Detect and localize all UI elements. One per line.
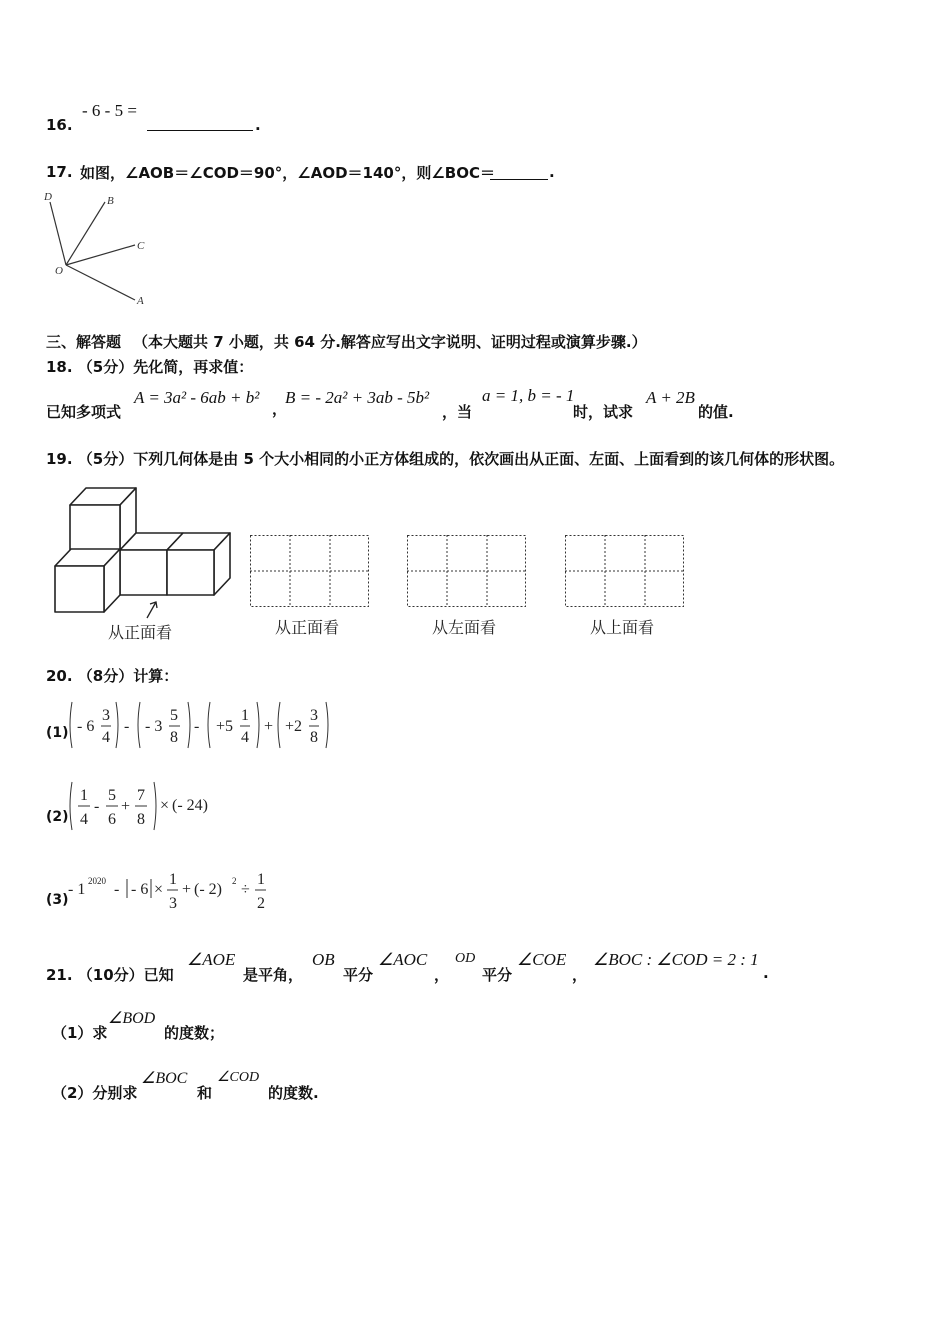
q21-header: 21. （10分）已知	[46, 966, 174, 984]
q21-angle-aoc: ∠AOC	[378, 950, 428, 969]
q21-period: .	[763, 964, 769, 982]
q20-p3-f2-num: 1	[257, 871, 265, 888]
q19-left-label: 从左面看	[432, 618, 497, 637]
q20-p2-f2-num: 5	[108, 787, 116, 804]
q21-angle-coe: ∠COE	[517, 950, 567, 969]
q21-comma-2: ，	[572, 966, 588, 984]
label-o: O	[55, 265, 63, 277]
section3-note: （本大题共 7 小题，共 64 分.解答应写出文字说明、证明过程或演算步骤.）	[133, 333, 647, 351]
label-a: A	[137, 295, 144, 307]
label-d: D	[44, 191, 52, 203]
q20-p3-f1-num: 1	[169, 871, 177, 888]
label-b: B	[107, 195, 114, 207]
q21-ratio: ∠BOC : ∠COD = 2 : 1	[593, 950, 759, 969]
q21-text-bisects-1: 平分	[343, 966, 374, 984]
q20-p1-t1-whole: - 6	[77, 718, 95, 735]
q19-cube-solid	[50, 485, 240, 620]
section3-heading: 三、解答题	[46, 333, 122, 351]
q20-p3-label: (3)	[46, 892, 69, 908]
q21-s2-tail: 的度数.	[268, 1084, 319, 1102]
q17-angle-figure	[40, 190, 160, 310]
q20-p2-expression	[68, 780, 228, 832]
q20-p2-label: (2)	[46, 809, 69, 825]
q20-p3-paren: (- 2)	[194, 881, 222, 898]
q18-comma: ，	[272, 400, 288, 418]
q20-p1-t3-whole: +5	[216, 718, 234, 735]
q20-p1-t3-num: 1	[241, 707, 249, 724]
q20-p1-op2: -	[194, 718, 200, 735]
q20-p2-factor: (- 24)	[172, 797, 208, 814]
q18-values: a = 1, b = - 1	[482, 386, 575, 405]
q18-poly-a: A = 3a² - 6ab + b²	[134, 388, 260, 407]
q18-when: ，当	[442, 403, 473, 421]
label-c: C	[137, 240, 145, 252]
q16-number: 16.	[46, 116, 73, 134]
q20-p1-t4-den: 8	[310, 729, 318, 746]
q19-front-label: 从正面看	[275, 618, 340, 637]
q20-header: 20. （8分）计算：	[46, 667, 179, 685]
q19-front-view-grid[interactable]	[250, 535, 370, 607]
q18-ask: 时，试求	[573, 403, 634, 421]
q20-p3-expression	[66, 866, 286, 918]
q20-p1-t2-den: 8	[170, 729, 178, 746]
q19-left-view-grid[interactable]	[407, 535, 527, 607]
q20-p2-f3-den: 8	[137, 811, 145, 828]
ray-oa	[66, 265, 135, 300]
q21-s1-label: （1）求	[52, 1024, 108, 1042]
q16-expression: - 6 - 5 =	[82, 101, 137, 120]
q21-s2-angle2: ∠COD	[217, 1070, 260, 1085]
q20-p3-f2-den: 2	[257, 895, 265, 912]
q18-poly-b: B = - 2a² + 3ab - 5b²	[285, 388, 430, 407]
q20-p3-minus: -	[114, 881, 120, 898]
q20-p2-f1-den: 4	[80, 811, 88, 828]
q17-period: .	[549, 163, 555, 181]
q21-s1-tail: 的度数；	[164, 1024, 225, 1042]
q20-p1-label: (1)	[46, 725, 69, 741]
q20-p3-square: 2	[232, 876, 237, 886]
q21-s2-label: （2）分别求	[52, 1084, 138, 1102]
q20-p3-div: ÷	[241, 881, 250, 898]
q20-p2-times: ×	[160, 797, 170, 814]
q20-p3-exponent: 2020	[88, 876, 106, 886]
q19-top-view-grid[interactable]	[565, 535, 685, 607]
q20-p2-f3-num: 7	[137, 787, 145, 804]
q20-p2-f1-num: 1	[80, 787, 88, 804]
q21-angle-aoe: ∠AOE	[187, 950, 236, 969]
q20-p3-abs-value: - 6	[131, 881, 149, 898]
q20-p3-times: ×	[154, 881, 164, 898]
q20-p1-t4-num: 3	[310, 707, 318, 724]
q19-front-arrow-label: 从正面看	[108, 623, 173, 642]
q17-number: 17.	[46, 163, 73, 181]
q21-s2-angle1: ∠BOC	[141, 1070, 188, 1087]
q18-target: A + 2B	[646, 388, 695, 407]
q18-prefix: 已知多项式	[46, 403, 122, 421]
q20-p3-f1-den: 3	[169, 895, 177, 912]
q18-suffix: 的值.	[698, 403, 734, 421]
q21-text-bisects-2: 平分	[482, 966, 513, 984]
q19-header: 19. （5分）下列几何体是由 5 个大小相同的小正方体组成的，依次画出从正面、左面、上面看到的该几何体的形状图。	[46, 450, 845, 468]
q21-s1-angle: ∠BOD	[108, 1010, 156, 1027]
q20-p1-t1-den: 4	[102, 729, 110, 746]
q20-p1-expression	[68, 700, 338, 750]
q20-p1-t3-den: 4	[241, 729, 249, 746]
q16-period: .	[255, 116, 261, 134]
q20-p1-t4-whole: +2	[285, 718, 303, 735]
q20-p3-lead: - 1	[68, 881, 86, 898]
q18-header: 18. （5分）先化简，再求值：	[46, 358, 254, 376]
q20-p2-f2-den: 6	[108, 811, 116, 828]
q21-text-straight-angle: 是平角，	[243, 966, 304, 984]
q20-p1-t2-whole: - 3	[145, 718, 163, 735]
q16-answer-blank[interactable]	[147, 110, 253, 131]
q20-p2-op1: -	[94, 798, 100, 815]
q21-s2-and: 和	[197, 1084, 213, 1102]
q17-question-text: 如图，∠AOB＝∠COD＝90°，∠AOD＝140°，则∠BOC＝	[80, 164, 495, 182]
q20-p3-plus: +	[182, 881, 192, 898]
q19-top-label: 从上面看	[590, 618, 655, 637]
q21-od: OD	[455, 951, 476, 966]
q21-comma-1: ，	[434, 966, 450, 984]
q20-p1-op3: +	[264, 718, 274, 735]
q20-p1-op1: -	[124, 718, 130, 735]
q21-ob: OB	[312, 950, 335, 969]
q20-p1-t2-num: 5	[170, 707, 178, 724]
ray-od	[50, 202, 66, 265]
q20-p1-t1-num: 3	[102, 707, 110, 724]
q17-answer-blank[interactable]	[490, 161, 548, 180]
q20-p2-op2: +	[121, 798, 131, 815]
